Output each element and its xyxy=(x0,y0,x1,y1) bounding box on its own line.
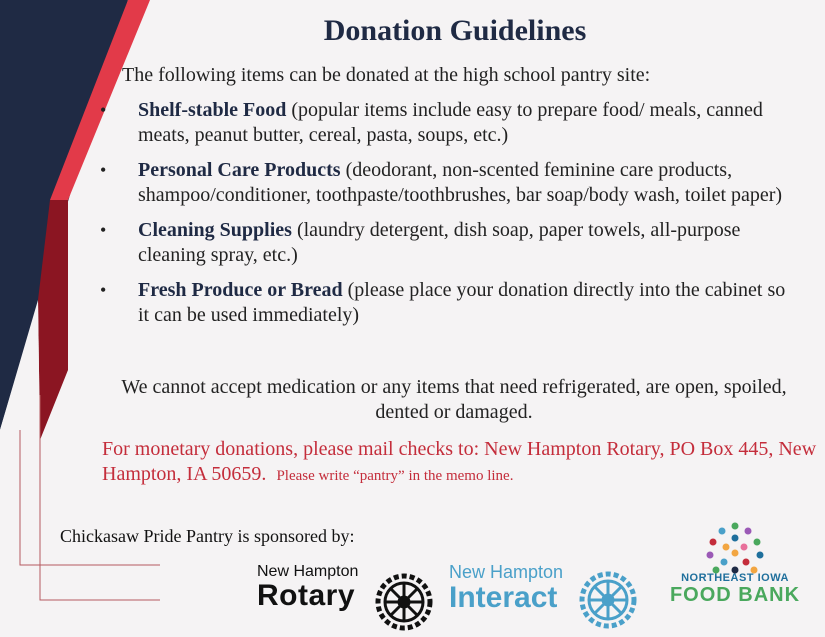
interact-big: Interact xyxy=(449,581,558,614)
food-bank-line1: NORTHEAST IOWA xyxy=(681,572,789,584)
memo-instruction: Please write “pantry” in the memo line. xyxy=(276,468,514,484)
bullet-icon: • xyxy=(100,160,107,180)
intro-text: The following items can be donated at the high school pantry site: xyxy=(122,64,651,86)
list-item xyxy=(100,218,800,268)
bullet-icon: • xyxy=(100,220,107,240)
bullet-icon: • xyxy=(100,100,107,120)
food-bank-line2: FOOD BANK xyxy=(669,584,801,606)
page-title: Donation Guidelines xyxy=(323,14,587,47)
restriction-note: We cannot accept medication or any items that need refrigerated, are open, spoiled, dented or damaged. xyxy=(121,376,787,423)
food-bank-logo xyxy=(665,520,805,607)
item-heading: Personal Care Products xyxy=(138,159,341,181)
item-detail: (deodorant, non-scented feminine care products, shampoo/conditioner, toothpaste/toothbrushes, bar soap/body wash, toilet paper) xyxy=(138,159,783,206)
item-detail: (popular items include easy to prepare food/ meals, canned meats, peanut butter, cereal, pasta, soups, etc.) xyxy=(138,99,763,146)
item-heading: Shelf-stable Food xyxy=(138,99,287,121)
interact-logo-text xyxy=(449,562,563,615)
item-heading: Fresh Produce or Bread xyxy=(138,279,343,301)
monetary-donation-info xyxy=(102,437,822,489)
monetary-main: For monetary donations, please mail checks to: New Hampton Rotary, PO Box 445, New Hampton, IA 50659. xyxy=(102,438,817,485)
item-heading: Cleaning Supplies xyxy=(138,219,292,241)
list-item xyxy=(100,158,800,208)
bullet-icon: • xyxy=(100,280,107,300)
interact-wheel-icon xyxy=(578,570,638,630)
rotary-wheel-icon xyxy=(374,572,434,632)
list-item xyxy=(100,278,800,328)
rotary-small: New Hampton xyxy=(257,563,359,580)
sponsor-label: Chickasaw Pride Pantry is sponsored by: xyxy=(60,526,355,546)
donation-items-list xyxy=(100,98,800,338)
interact-small: New Hampton xyxy=(449,562,564,582)
rotary-logo-text xyxy=(257,563,358,613)
item-detail: (please place your donation directly into the cabinet so it can be used immediately) xyxy=(138,279,786,326)
item-detail: (laundry detergent, dish soap, paper towels, all-purpose cleaning spray, etc.) xyxy=(138,219,741,266)
rotary-big: Rotary xyxy=(257,579,356,612)
list-item xyxy=(100,98,800,148)
